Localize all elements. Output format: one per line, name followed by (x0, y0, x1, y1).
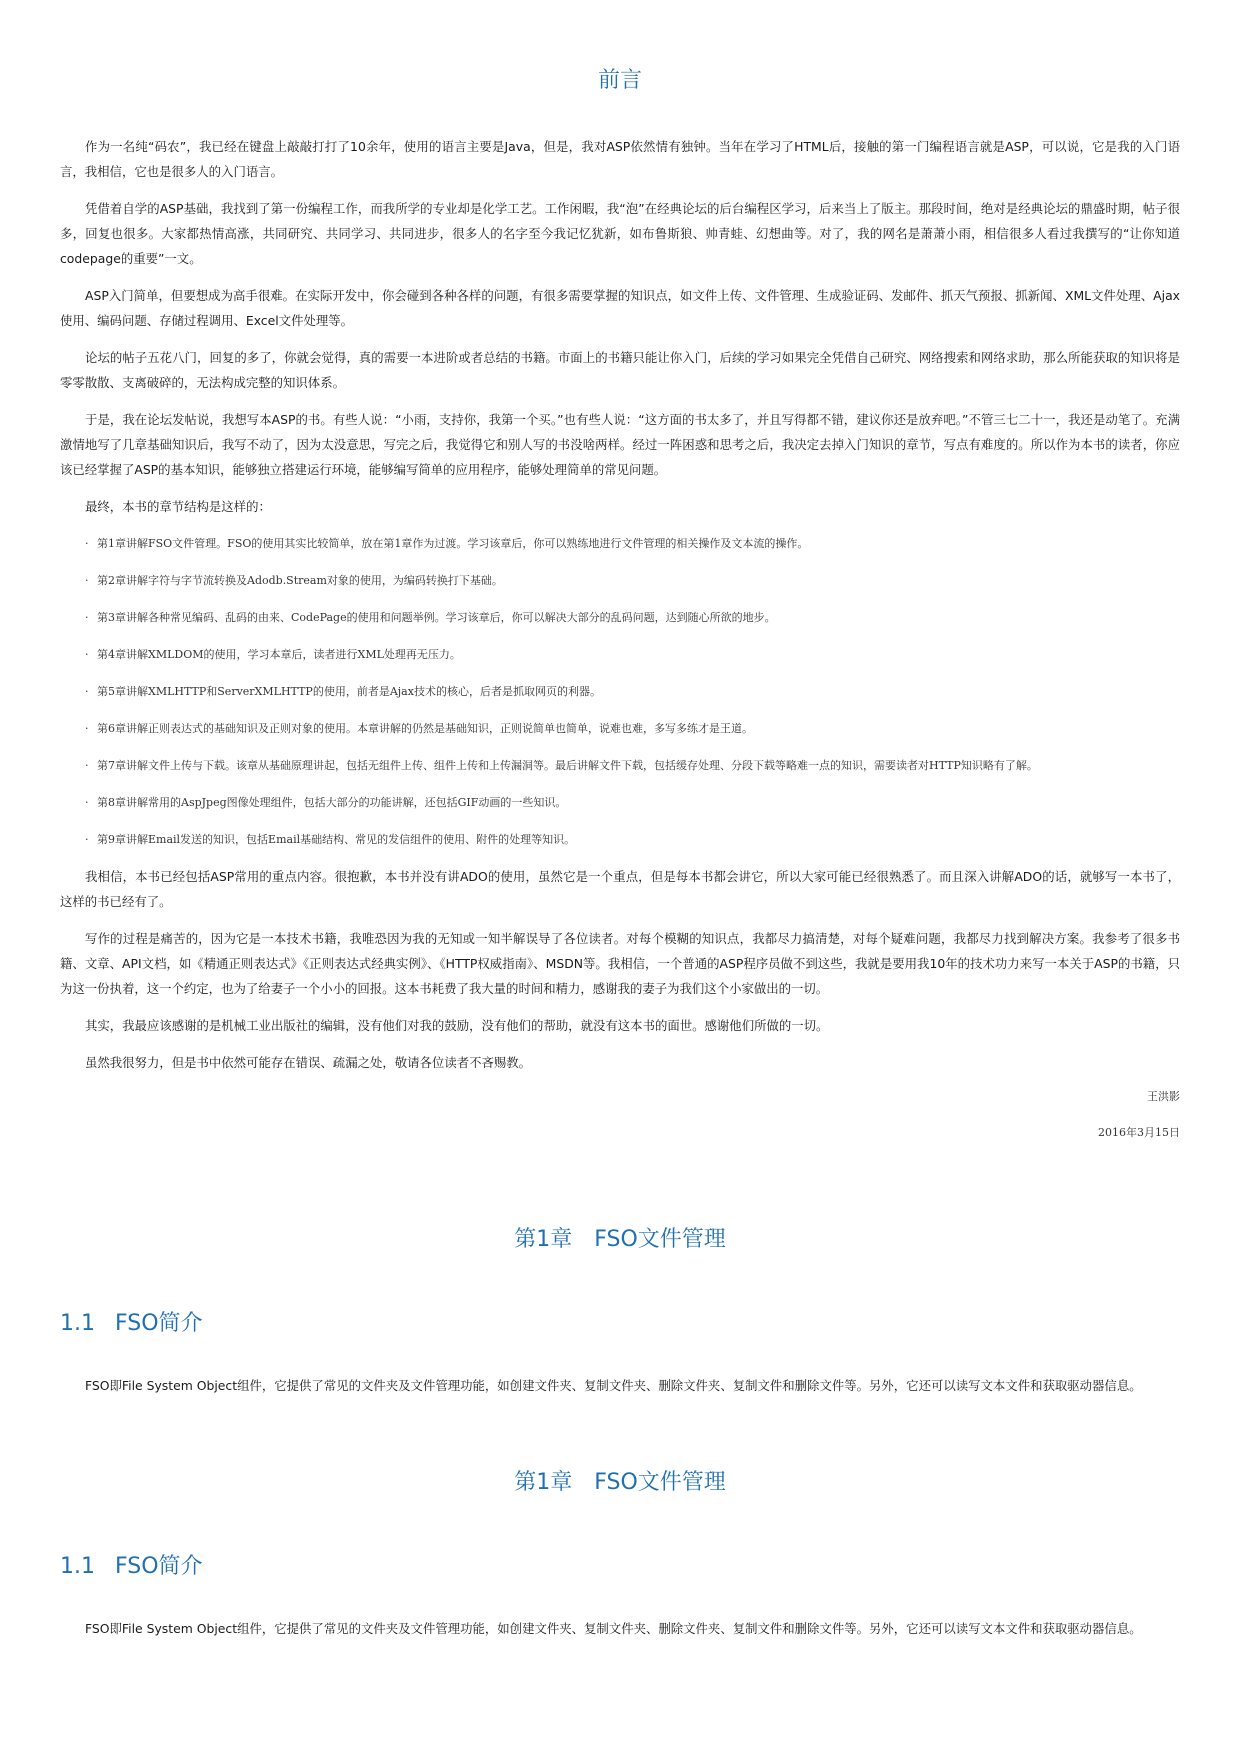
chapter-block (60, 1468, 1180, 1641)
section-title (60, 1309, 1180, 1339)
preface-paragraph: 我相信，本书已经包括ASP常用的重点内容。很抱歉，本书并没有讲ADO的使用，虽然它是一个重点，但是每本书都会讲它，所以大家可能已经很熟悉了。而且深入讲解ADO的话，就够写一本书了，这样的书已经有了。 (60, 869, 1180, 909)
list-item: · 第8章讲解常用的AspJpeg图像处理组件，包括大部分的功能讲解，还包括GIF动画的一些知识。 (60, 790, 1180, 815)
section-body: FSO即File System Object组件，它提供了常见的文件夹及文件管理功能，如创建文件夹、复制文件夹、删除文件夹、复制文件和删除文件等。另外，它还可以读写文本文件和获取驱动器信息。 (85, 1378, 1142, 1393)
list-item: · 第2章讲解字符与字节流转换及Adodb.Stream对象的使用，为编码转换打下基础。 (60, 568, 1180, 593)
section-body: FSO即File System Object组件，它提供了常见的文件夹及文件管理功能，如创建文件夹、复制文件夹、删除文件夹、复制文件和删除文件等。另外，它还可以读写文本文件和获取驱动器信息。 (85, 1621, 1142, 1636)
section-number: 1.1 (60, 1554, 95, 1579)
list-item: · 第9章讲解Email发送的知识，包括Email基础结构、常见的发信组件的使用、附件的处理等知识。 (60, 827, 1180, 852)
section-name: FSO简介 (115, 1554, 203, 1579)
preface-paragraph: 作为一名纯“码农”，我已经在键盘上敲敲打打了10余年，使用的语言主要是Java，但是，我对ASP依然情有独钟。当年在学习了HTML后，接触的第一门编程语言就是ASP，可以说，它是我的入门语言，我相信，它也是很多人的入门语言。 (60, 139, 1180, 179)
bullet-icon: · (85, 759, 89, 772)
bullet-icon: · (85, 648, 89, 661)
preface-paragraph: ASP入门简单，但要想成为高手很难。在实际开发中，你会碰到各种各样的问题，有很多需要掌握的知识点，如文件上传、文件管理、生成验证码、发邮件、抓天气预报、抓新闻、XML文件处理、Ajax使用、编码问题、存储过程调用、Excel文件处理等。 (60, 288, 1180, 328)
list-item: · 第4章讲解XMLDOM的使用，学习本章后，读者进行XML处理再无压力。 (60, 642, 1180, 667)
preface-paragraph: 写作的过程是痛苦的，因为它是一本技术书籍，我唯恐因为我的无知或一知半解误导了各位读者。对每个模糊的知识点，我都尽力搞清楚，对每个疑难问题，我都尽力找到解决方案。我参考了很多书籍、文章、API文档，如《精通正则表达式》《正则表达式经典实例》、《HTTP权威指南》、MSDN等。我相信，一个普通的ASP程序员做不到这些，我就是要用我10年的技术功力来写一本关于ASP的书籍，只为这一份执着，这一个约定，也为了给妻子一个小小的回报。这本书耗费了我大量的时间和精力，感谢我的妻子为我们这个小家做出的一切。 (60, 931, 1180, 996)
chapter-title (60, 1225, 1180, 1255)
section-name: FSO简介 (115, 1311, 203, 1336)
bullet-icon: · (85, 722, 89, 735)
list-item: · 第3章讲解各种常见编码、乱码的由来、CodePage的使用和问题举例。学习该章后，你可以解决大部分的乱码问题，达到随心所欲的地步。 (60, 605, 1180, 630)
list-item: · 第1章讲解FSO文件管理。FSO的使用其实比较简单，放在第1章作为过渡。学习该章后，你可以熟练地进行文件管理的相关操作及文本流的操作。 (60, 531, 1180, 556)
chapter-name: FSO文件管理 (594, 1470, 726, 1495)
list-item: · 第5章讲解XMLHTTP和ServerXMLHTTP的使用，前者是Ajax技术的核心，后者是抓取网页的利器。 (60, 679, 1180, 704)
author-signature: 王洪影 (1147, 1090, 1180, 1103)
preface-paragraph: 虽然我很努力，但是书中依然可能存在错误、疏漏之处，敬请各位读者不吝赐教。 (85, 1055, 532, 1070)
preface-paragraph: 最终，本书的章节结构是这样的： (85, 499, 271, 514)
bullet-icon: · (85, 833, 89, 846)
bullet-icon: · (85, 537, 89, 550)
list-item: · 第6章讲解正则表达式的基础知识及正则对象的使用。本章讲解的仍然是基础知识，正则说简单也简单，说难也难，多写多练才是王道。 (60, 716, 1180, 741)
chapter-block (60, 1225, 1180, 1398)
preface-title: 前言 (597, 68, 642, 93)
bullet-icon: · (85, 796, 89, 809)
chapter-number: 第1章 (514, 1470, 573, 1495)
preface-paragraph: 凭借着自学的ASP基础，我找到了第一份编程工作，而我所学的专业却是化学工艺。工作闲暇，我“泡”在经典论坛的后台编程区学习，后来当上了版主。那段时间，绝对是经典论坛的鼎盛时期，帖子很多，回复也很多。大家都热情高涨，共同研究、共同学习、共同进步，很多人的名字至今我记忆犹新，如布鲁斯狼、帅青蛙、幻想曲等。对了，我的网名是萧萧小雨，相信很多人看过我撰写的“让你知道codepage的重要”一文。 (60, 201, 1180, 266)
preface-paragraph: 于是，我在论坛发帖说，我想写本ASP的书。有些人说：“小雨，支持你，我第一个买。”也有些人说：“这方面的书太多了，并且写得都不错，建议你还是放弃吧。”不管三七二十一，我还是动笔了。充满激情地写了几章基础知识后，我写不动了，因为太没意思，写完之后，我觉得它和别人写的书没啥两样。经过一阵困惑和思考之后，我决定去掉入门知识的章节，写点有难度的。所以作为本书的读者，你应该已经掌握了ASP的基本知识，能够独立搭建运行环境，能够编写简单的应用程序，能够处理简单的常见问题。 (60, 412, 1180, 477)
chapter-name: FSO文件管理 (594, 1227, 726, 1252)
preface-paragraph: 其实，我最应该感谢的是机械工业出版社的编辑，没有他们对我的鼓励，没有他们的帮助，就没有这本书的面世。感谢他们所做的一切。 (85, 1018, 829, 1033)
bullet-icon: · (85, 611, 89, 624)
bullet-icon: · (85, 574, 89, 587)
preface-paragraph: 论坛的帖子五花八门，回复的多了，你就会觉得，真的需要一本进阶或者总结的书籍。市面上的书籍只能让你入门，后续的学习如果完全凭借自己研究、网络搜索和网络求助，那么所能获取的知识将是零零散散、支离破碎的，无法构成完整的知识体系。 (60, 350, 1180, 390)
section-number: 1.1 (60, 1311, 95, 1336)
chapter-number: 第1章 (514, 1227, 573, 1252)
chapter-title (60, 1468, 1180, 1498)
section-title (60, 1552, 1180, 1582)
chapter-outline-list (60, 531, 1180, 852)
document-page (60, 0, 1180, 1653)
preface-date: 2016年3月15日 (1098, 1126, 1180, 1139)
list-item: · 第7章讲解文件上传与下载。该章从基础原理讲起，包括无组件上传、组件上传和上传漏洞等。最后讲解文件下载，包括缓存处理、分段下载等略难一点的知识，需要读者对HTTP知识略有了解。 (60, 753, 1180, 778)
bullet-icon: · (85, 685, 89, 698)
preface-body (60, 134, 1180, 1143)
